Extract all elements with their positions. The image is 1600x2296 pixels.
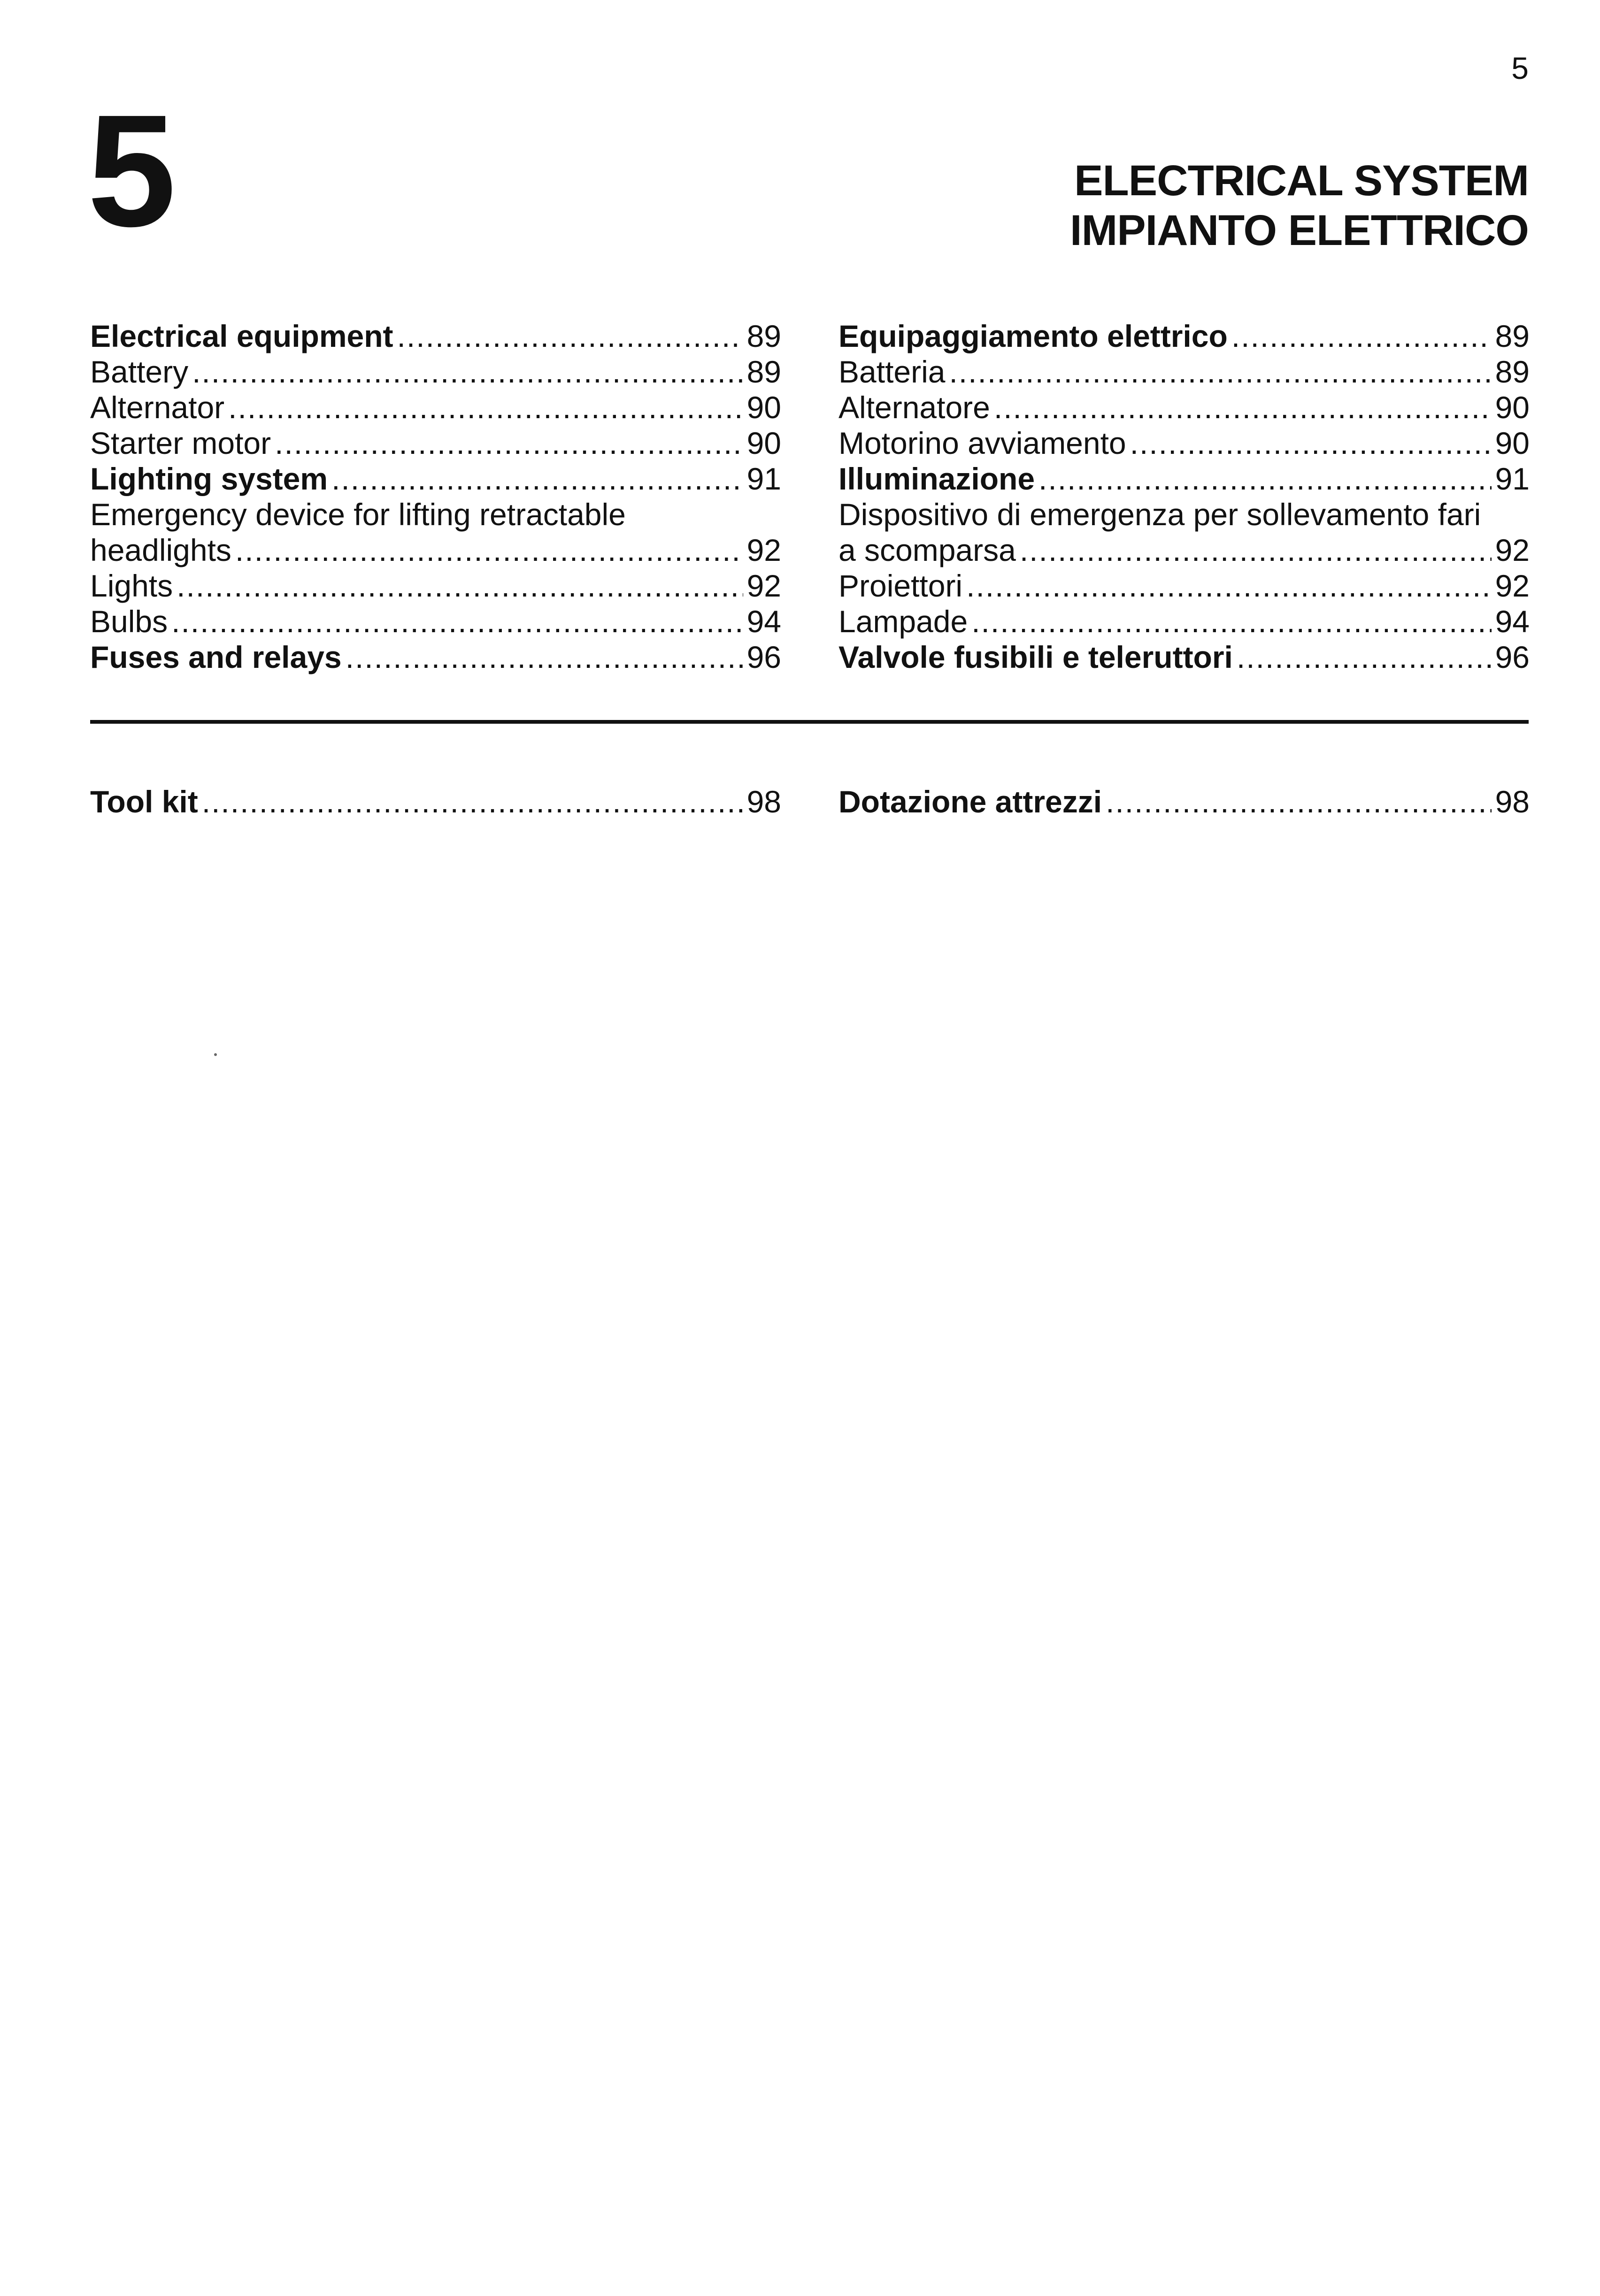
dot-leader — [971, 604, 1491, 639]
toc-entry-page: 90 — [746, 426, 781, 460]
toc-entry-title: Starter motor — [90, 426, 271, 460]
toc-entry-battery[interactable] — [90, 354, 781, 390]
dot-leader — [1130, 425, 1492, 461]
toc-entry-page: 89 — [1495, 319, 1530, 353]
toc-entry-lampade[interactable] — [838, 604, 1530, 639]
toc-entry-alternator[interactable] — [90, 390, 781, 425]
toc-entry-fuses-and-relays[interactable] — [90, 639, 781, 675]
dot-leader — [1231, 318, 1492, 354]
toc-entry-title: Tool kit — [90, 784, 198, 819]
toc-tools-english — [90, 784, 781, 819]
dot-leader — [171, 604, 743, 639]
toc-entry-page: 90 — [1495, 426, 1530, 460]
dot-leader — [177, 568, 743, 604]
dot-leader — [966, 568, 1491, 604]
toc-entry-equipaggiamento-elettrico[interactable] — [838, 318, 1530, 354]
toc-entry-page: 90 — [746, 390, 781, 425]
toc-entry-title: Electrical equipment — [90, 319, 393, 353]
dot-leader — [1038, 461, 1492, 497]
toc-entry-title: Fuses and relays — [90, 640, 342, 674]
toc-entry-title: Lampade — [838, 604, 968, 639]
dot-leader — [1020, 532, 1492, 568]
toc-entry-title: Valvole fusibili e teleruttori — [838, 640, 1233, 674]
toc-entry-electrical-equipment[interactable] — [90, 318, 781, 354]
toc-entry-page: 96 — [1495, 640, 1530, 674]
toc-entry-title: Equipaggiamento elettrico — [838, 319, 1228, 353]
toc-entry-emergency-device-line1: Emergency device for lifting retractable — [90, 497, 626, 532]
toc-entry-page: 91 — [746, 461, 781, 496]
toc-entry-title: Battery — [90, 354, 189, 389]
toc-entry-page: 90 — [1495, 390, 1530, 425]
dot-leader — [275, 425, 743, 461]
chapter-title-en: ELECTRICAL SYSTEM — [1074, 157, 1529, 205]
toc-entry-title: headlights — [90, 533, 231, 567]
toc-entry-title: Batteria — [838, 354, 946, 389]
dot-leader — [235, 532, 743, 568]
toc-entry-page: 89 — [1495, 354, 1530, 389]
toc-entry-page: 94 — [1495, 604, 1530, 639]
chapter-title — [1070, 156, 1529, 255]
dot-leader — [331, 461, 743, 497]
toc-entry-page: 96 — [746, 640, 781, 674]
toc-entry-page: 92 — [1495, 568, 1530, 603]
toc-entry-page: 92 — [746, 568, 781, 603]
toc-entry-proiettori[interactable] — [838, 568, 1530, 604]
toc-entry-page: 91 — [1495, 461, 1530, 496]
toc-entry-motorino-avviamento[interactable] — [838, 425, 1530, 461]
toc-entry-title: Alternatore — [838, 390, 990, 425]
dot-leader — [192, 354, 743, 390]
dot-leader — [228, 390, 743, 425]
toc-entry-starter-motor[interactable] — [90, 425, 781, 461]
toc-entry-title: Lights — [90, 568, 173, 603]
toc-entry-alternatore[interactable] — [838, 390, 1530, 425]
section-divider — [90, 720, 1529, 724]
scan-speck — [214, 1053, 217, 1056]
toc-entry-emergency-device[interactable] — [90, 532, 781, 568]
toc-italian — [838, 318, 1530, 675]
toc-entry-dotazione-attrezzi[interactable] — [838, 784, 1530, 819]
toc-entry-illuminazione[interactable] — [838, 461, 1530, 497]
chapter-number: 5 — [87, 82, 174, 260]
toc-entry-page: 98 — [1495, 784, 1530, 819]
toc-entry-batteria[interactable] — [838, 354, 1530, 390]
toc-entry-page: 94 — [746, 604, 781, 639]
toc-entry-valvole-fusibili[interactable] — [838, 639, 1530, 675]
toc-entry-page: 89 — [746, 319, 781, 353]
dot-leader — [994, 390, 1492, 425]
toc-entry-tool-kit[interactable] — [90, 784, 781, 819]
toc-tools-italian — [838, 784, 1530, 819]
toc-entry-title: Motorino avviamento — [838, 426, 1126, 460]
toc-entry-page: 98 — [746, 784, 781, 819]
chapter-title-it: IMPIANTO ELETTRICO — [1070, 207, 1529, 254]
toc-entry-dispositivo-line1: Dispositivo di emergenza per sollevamento fari — [838, 497, 1481, 532]
toc-entry-title: Illuminazione — [838, 461, 1035, 496]
toc-entry-dispositivo-emergenza[interactable] — [838, 532, 1530, 568]
dot-leader — [397, 318, 743, 354]
dot-leader — [202, 784, 743, 819]
toc-entry-title: Dotazione attrezzi — [838, 784, 1102, 819]
toc-english — [90, 318, 781, 675]
toc-entry-title: Proiettori — [838, 568, 963, 603]
dot-leader — [1106, 784, 1492, 819]
toc-entry-page: 92 — [1495, 533, 1530, 567]
toc-entry-lights[interactable] — [90, 568, 781, 604]
toc-entry-title: a scomparsa — [838, 533, 1016, 567]
dot-leader — [949, 354, 1491, 390]
toc-entry-title: Bulbs — [90, 604, 168, 639]
toc-entry-page: 89 — [746, 354, 781, 389]
toc-entry-bulbs[interactable] — [90, 604, 781, 639]
dot-leader — [346, 639, 743, 675]
toc-entry-title: Alternator — [90, 390, 225, 425]
toc-entry-title: Lighting system — [90, 461, 328, 496]
page-number: 5 — [1511, 51, 1529, 85]
toc-entry-lighting-system[interactable] — [90, 461, 781, 497]
toc-entry-page: 92 — [746, 533, 781, 567]
dot-leader — [1237, 639, 1492, 675]
